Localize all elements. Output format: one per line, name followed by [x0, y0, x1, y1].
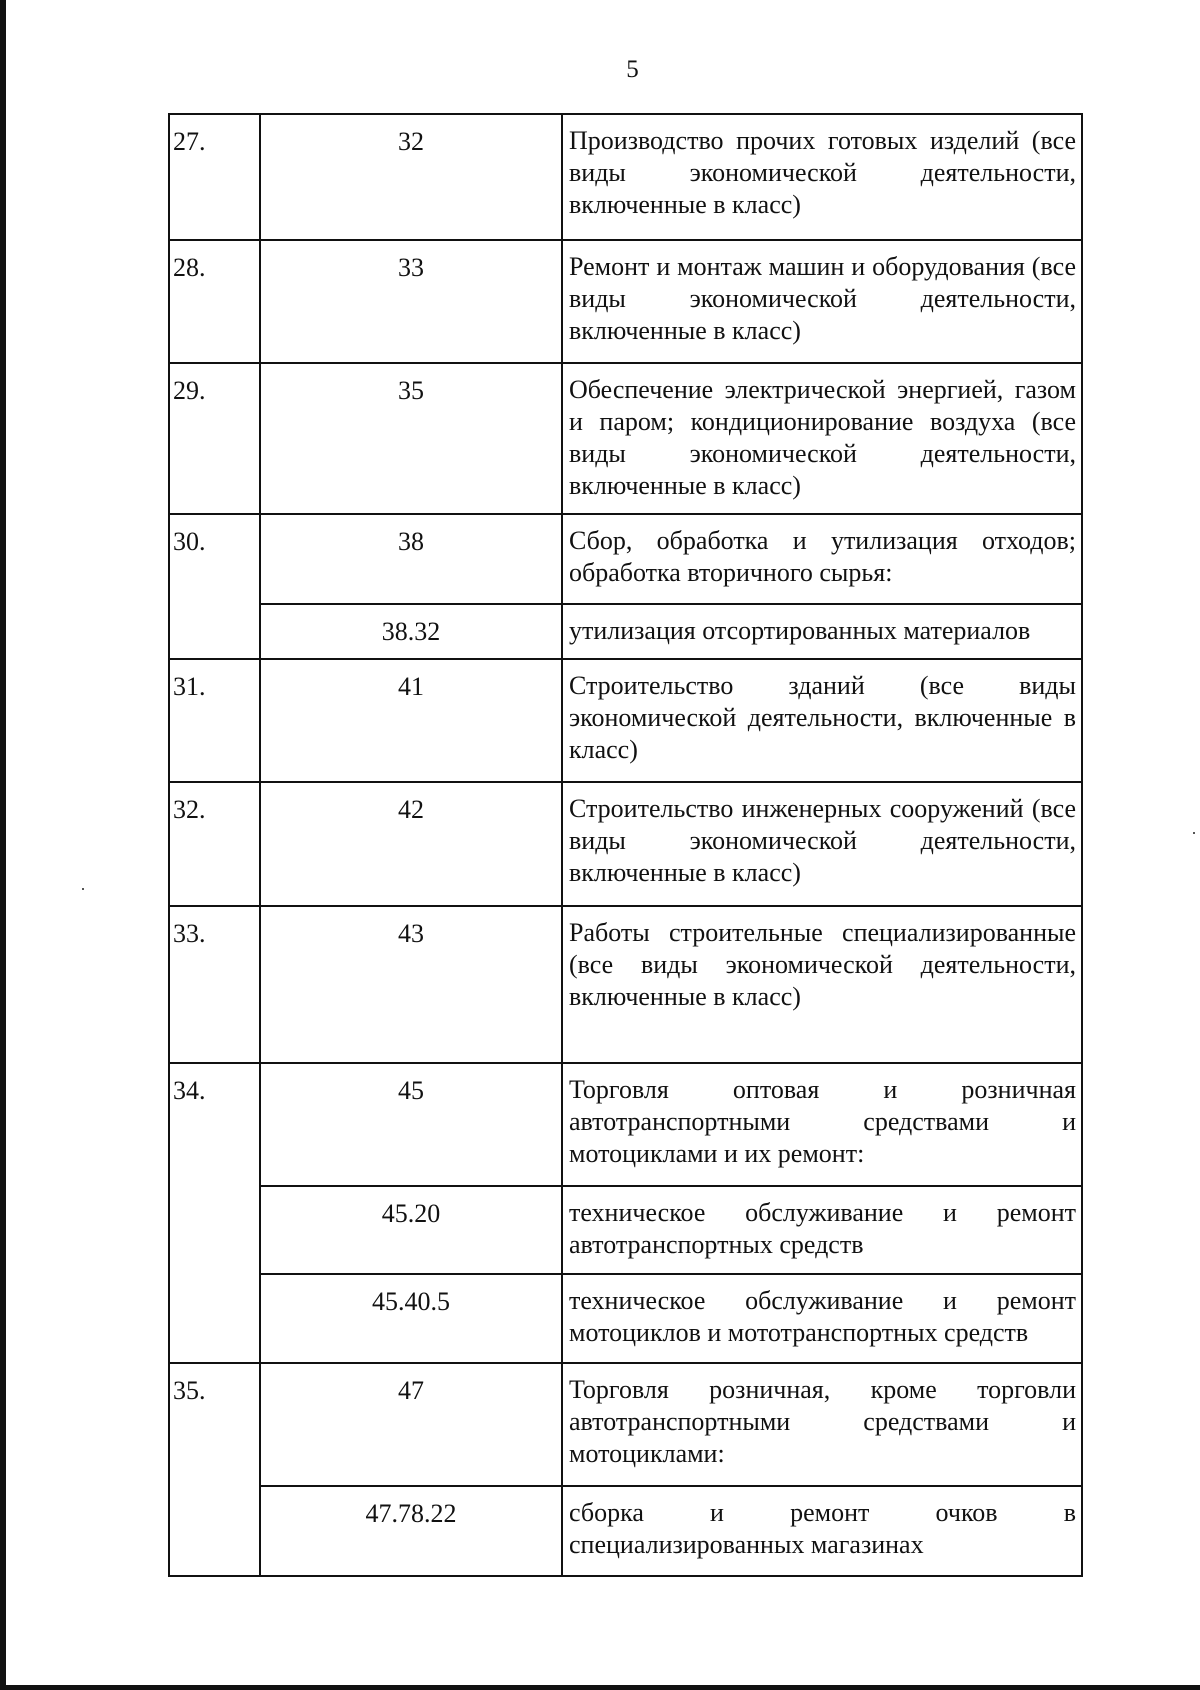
table-row — [169, 1063, 1082, 1186]
okved-code: 47 — [260, 1363, 562, 1486]
table-row — [169, 1363, 1082, 1486]
table-row — [169, 782, 1082, 906]
table-row — [169, 363, 1082, 514]
activity-description: Сбор, обработка и утилизация отходов; обработка вторичного сырья: — [562, 514, 1082, 604]
row-number: 33. — [169, 906, 260, 1063]
row-number: 27. — [169, 114, 260, 240]
activity-description: Строительство инженерных сооружений (все виды экономической деятельности, включенные в класс) — [562, 782, 1082, 906]
table-row — [169, 659, 1082, 782]
row-number: 29. — [169, 363, 260, 514]
activity-description: утилизация отсортированных материалов — [562, 604, 1082, 659]
activity-description: Торговля оптовая и розничная автотранспортными средствами и мотоциклами и их ремонт: — [562, 1063, 1082, 1186]
activity-description: Ремонт и монтаж машин и оборудования (все виды экономической деятельности, включенные в класс) — [562, 240, 1082, 363]
activity-description: Строительство зданий (все виды экономической деятельности, включенные в класс) — [562, 659, 1082, 782]
okved-code: 43 — [260, 906, 562, 1063]
table-row — [169, 906, 1082, 1063]
page-number: 5 — [626, 56, 639, 83]
row-number: 32. — [169, 782, 260, 906]
table-row — [169, 240, 1082, 363]
row-number: 31. — [169, 659, 260, 782]
table-row — [169, 514, 1082, 604]
activity-description: Обеспечение электрической энергией, газом и паром; кондиционирование воздуха (все виды экономической деятельности, включенные в класс) — [562, 363, 1082, 514]
okved-code: 45.20 — [260, 1186, 562, 1274]
okved-code: 33 — [260, 240, 562, 363]
okved-code: 38 — [260, 514, 562, 604]
activity-description: Производство прочих готовых изделий (все виды экономической деятельности, включенные в класс) — [562, 114, 1082, 240]
okved-code: 35 — [260, 363, 562, 514]
row-number: 30. — [169, 514, 260, 659]
okved-code: 47.78.22 — [260, 1486, 562, 1576]
table-subrow — [169, 604, 1082, 659]
activity-description: Работы строительные специализированные (все виды экономической деятельности, включенные в класс) — [562, 906, 1082, 1063]
row-number: 34. — [169, 1063, 260, 1363]
okved-code: 42 — [260, 782, 562, 906]
okved-table — [168, 113, 1083, 1577]
okved-code: 45 — [260, 1063, 562, 1186]
scan-speck — [82, 888, 84, 890]
table-subrow — [169, 1274, 1082, 1363]
activity-description: техническое обслуживание и ремонт автотранспортных средств — [562, 1186, 1082, 1274]
table-subrow — [169, 1186, 1082, 1274]
scan-edge-left — [0, 0, 6, 1690]
okved-code: 41 — [260, 659, 562, 782]
scan-speck — [1193, 832, 1195, 834]
okved-code: 38.32 — [260, 604, 562, 659]
scan-edge-bottom — [0, 1685, 1200, 1690]
activity-description: Торговля розничная, кроме торговли автотранспортными средствами и мотоциклами: — [562, 1363, 1082, 1486]
table-subrow — [169, 1486, 1082, 1576]
row-number: 35. — [169, 1363, 260, 1576]
row-number: 28. — [169, 240, 260, 363]
activity-description: техническое обслуживание и ремонт мотоциклов и мототранспортных средств — [562, 1274, 1082, 1363]
table-row — [169, 114, 1082, 240]
okved-code: 45.40.5 — [260, 1274, 562, 1363]
activity-description: сборка и ремонт очков в специализированных магазинах — [562, 1486, 1082, 1576]
okved-code: 32 — [260, 114, 562, 240]
